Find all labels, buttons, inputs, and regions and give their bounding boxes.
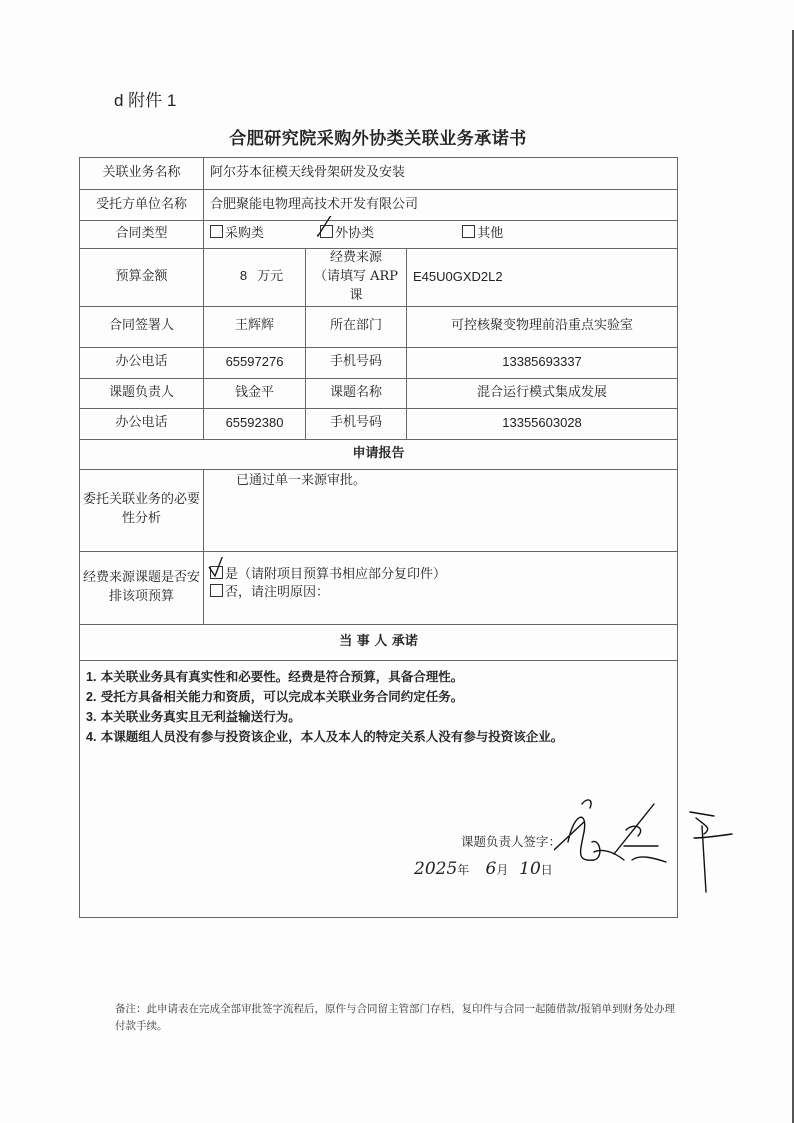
row-contact-1: [80, 347, 678, 378]
project-leader-value: 钱金平: [204, 378, 306, 408]
row-contractor: [80, 190, 678, 221]
mobile-2-label: 手机号码: [306, 408, 407, 439]
business-name-value: 阿尔芬本征模天线骨架研发及安装: [204, 158, 678, 190]
handwritten-signature-icon: [554, 782, 734, 902]
row-budget: [80, 249, 678, 307]
checkbox-unchecked-icon[interactable]: [210, 225, 223, 238]
contract-type-option-purchase[interactable]: 采购类: [210, 225, 316, 244]
row-contract-type: [80, 221, 678, 249]
budget-amount: 8: [239, 268, 248, 284]
office-phone-1-label: 办公电话: [80, 347, 204, 378]
attachment-label: d 附件 1: [114, 91, 177, 110]
checkbox-unchecked-icon[interactable]: [462, 225, 475, 238]
project-name-value: 混合运行模式集成发展: [407, 378, 678, 408]
budget-value: [204, 249, 306, 307]
office-phone-2-label: 办公电话: [80, 408, 204, 439]
promise-list: [84, 661, 673, 747]
project-name-label: 课题名称: [306, 378, 407, 408]
contractor-value: 合肥聚能电物理高技术开发有限公司: [204, 190, 678, 221]
necessity-label: 委托关联业务的必要性分析: [80, 469, 204, 551]
budget-label: 预算金额: [80, 249, 204, 307]
business-name-label: 关联业务名称: [80, 158, 204, 190]
row-signer: [80, 306, 678, 347]
office-phone-2-value: 65592380: [204, 408, 306, 439]
mobile-2-value: 13355603028: [407, 408, 678, 439]
mobile-1-value: 13385693337: [407, 347, 678, 378]
promise-item: 4. 本课题组人员没有参与投资该企业，本人及本人的特定关系人没有参与投资该企业。: [86, 728, 564, 744]
handwritten-checkmark-icon: [317, 216, 339, 238]
department-value: 可控核聚变物理前沿重点实验室: [407, 306, 678, 347]
footnote: 备注：此申请表在完成全部审批签字流程后，原件与合同留主管部门存档，复印件与合同一起随借款/报销单到财务处办理付款手续。: [115, 1003, 676, 1032]
signature-date: 2025年 6月 10日: [414, 858, 553, 879]
checkbox-checked-icon[interactable]: [320, 225, 333, 238]
handwritten-checkmark-icon: [207, 557, 229, 579]
fund-source-label: 经费来源 （请填写 ARP 课: [306, 249, 407, 307]
budget-arranged-option-yes[interactable]: 是（请附项目预算书相应部分复印件）: [210, 566, 671, 585]
promise-heading: 当 事 人 承诺: [80, 624, 678, 660]
budget-arranged-label: 经费来源课题是否安排该项预算: [80, 551, 204, 624]
fund-source-value: E45U0GXD2L2: [407, 249, 678, 307]
contract-type-options: [204, 221, 678, 249]
necessity-value: 已通过单一来源审批。: [204, 469, 678, 551]
contract-type-label: 合同类型: [80, 221, 204, 249]
checkbox-unchecked-icon[interactable]: [210, 584, 223, 597]
promise-item: 1. 本关联业务具有真实性和必要性。经费是符合预算，具备合理性。: [86, 668, 464, 684]
budget-arranged-option-no[interactable]: 否，请注明原因：: [210, 584, 671, 603]
promise-body: [80, 660, 678, 917]
report-heading: 申请报告: [80, 439, 678, 469]
mobile-1-label: 手机号码: [306, 347, 407, 378]
row-promise-body: [80, 660, 678, 917]
budget-arranged-options: [204, 551, 678, 624]
promise-item: 3. 本关联业务真实且无利益输送行为。: [86, 708, 301, 724]
row-project-leader: [80, 378, 678, 408]
row-budget-arranged: [80, 551, 678, 624]
row-contact-2: [80, 408, 678, 439]
row-necessity: [80, 469, 678, 551]
signer-label: 合同签署人: [80, 306, 204, 347]
department-label: 所在部门: [306, 306, 407, 347]
signature-area: [84, 747, 673, 917]
contractor-label: 受托方单位名称: [80, 190, 204, 221]
signer-value: 王辉辉: [204, 306, 306, 347]
signature-label: 课题负责人签字：: [461, 833, 562, 849]
contract-type-option-other[interactable]: 其他: [462, 225, 503, 244]
budget-unit: 万元: [257, 269, 284, 285]
office-phone-1-value: 65597276: [204, 347, 306, 378]
row-business-name: [80, 158, 678, 190]
document-title: 合肥研究院采购外协类关联业务承诺书: [229, 129, 527, 149]
row-report-heading: [80, 439, 678, 469]
checkbox-checked-icon[interactable]: [210, 566, 223, 579]
project-leader-label: 课题负责人: [80, 378, 204, 408]
contract-type-option-outsource[interactable]: 外协类: [320, 225, 458, 244]
commitment-form-table: [79, 157, 678, 918]
row-promise-heading: [80, 624, 678, 660]
promise-item: 2. 受托方具备相关能力和资质，可以完成本关联业务合同约定任务。: [86, 688, 464, 704]
